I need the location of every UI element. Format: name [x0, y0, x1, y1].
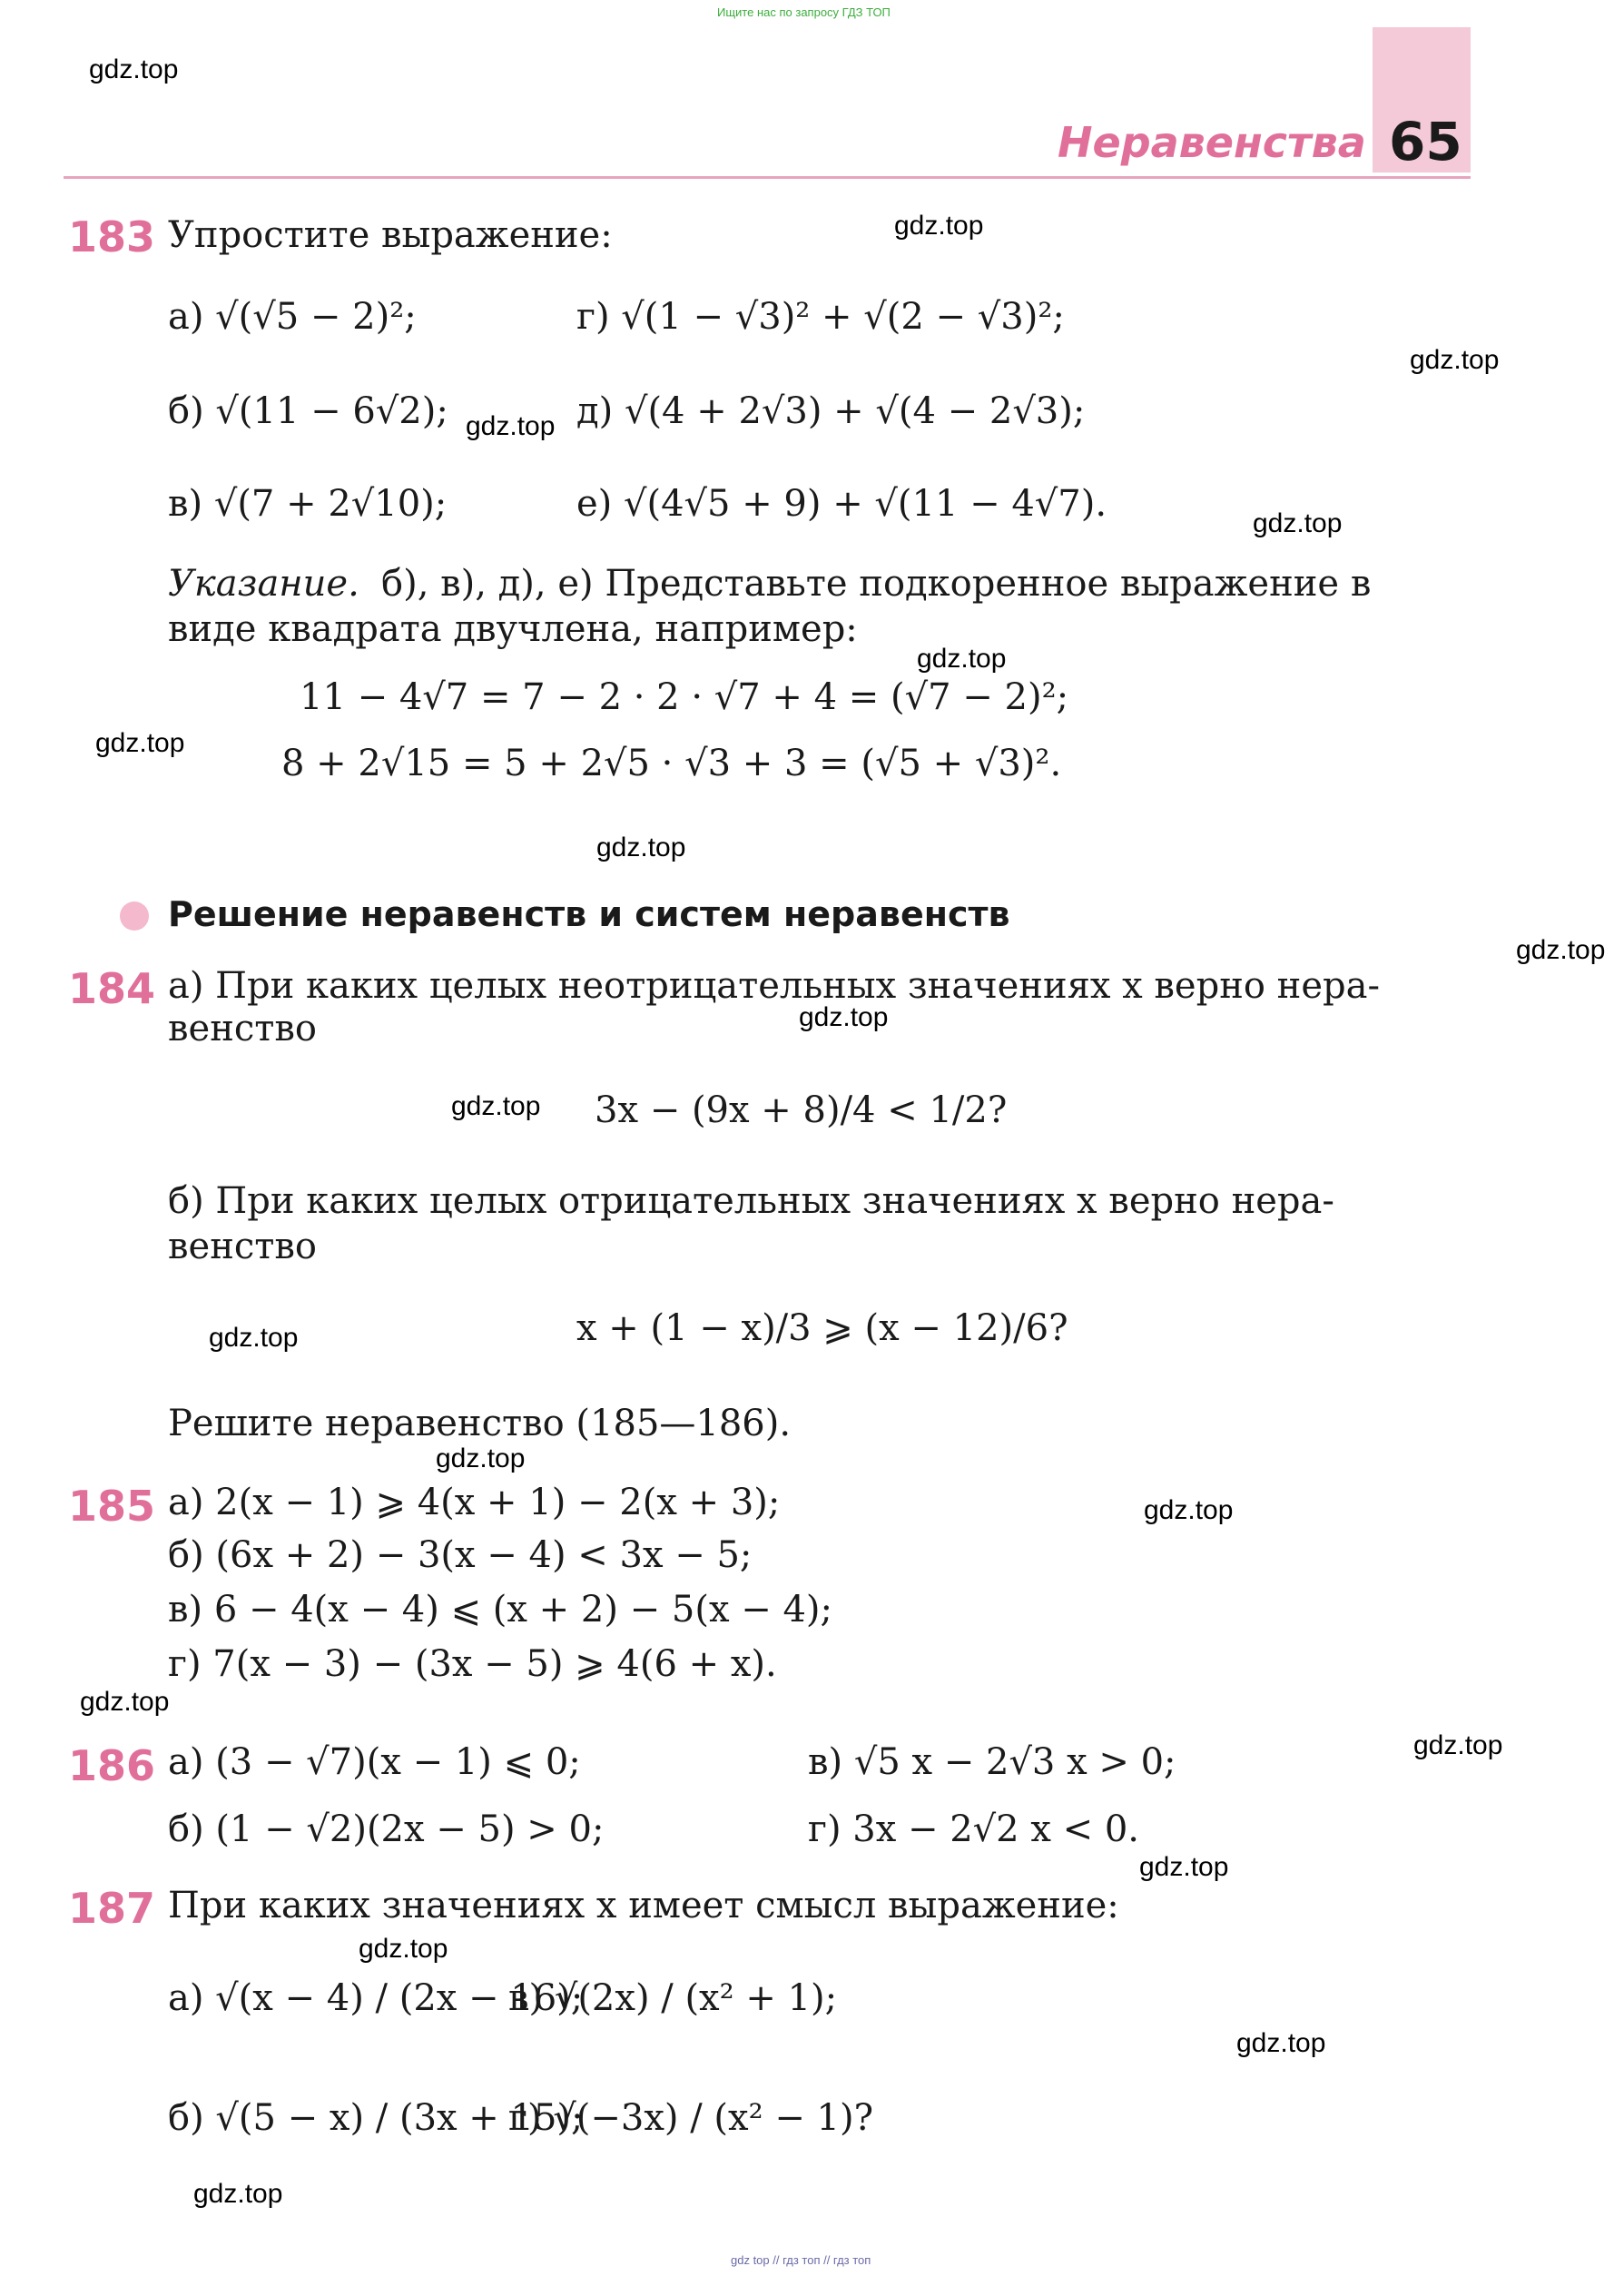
- exercise-187-item-a: а) √(x − 4) / (2x − 16);: [168, 1977, 584, 2019]
- exercise-183-item-b: б) √(11 − 6√2);: [168, 390, 448, 432]
- section-heading: Решение неравенств и систем неравенств: [168, 894, 1010, 934]
- exercise-185-item-g: г) 7(x − 3) − (3x − 5) ⩾ 4(6 + x).: [168, 1643, 777, 1685]
- page-number: 65: [1389, 111, 1462, 172]
- exercise-187-item-g: г) √(−3x) / (x² − 1)?: [508, 2097, 874, 2139]
- exercise-183-item-g: г) √(1 − √3)² + √(2 − √3)²;: [576, 296, 1065, 338]
- watermark: gdz.top: [596, 833, 686, 862]
- bottom-note: gdz top // гдз топ // гдз топ: [731, 2253, 871, 2267]
- exercise-187-prompt: При каких значениях x имеет смысл выражение:: [168, 1885, 1119, 1926]
- watermark: gdz.top: [466, 411, 556, 441]
- watermark: gdz.top: [1413, 1730, 1503, 1760]
- watermark: gdz.top: [894, 211, 984, 241]
- exercise-184-number: 184: [68, 964, 156, 1013]
- watermark: gdz.top: [359, 1934, 448, 1964]
- watermark: gdz.top: [1410, 345, 1500, 375]
- watermark: gdz.top: [799, 1002, 889, 1032]
- exercise-183-number: 183: [68, 212, 156, 261]
- exercise-184-part-b: б) При каких целых отрицательных значениях x верно нера-: [168, 1180, 1334, 1222]
- exercise-186-item-b: б) (1 − √2)(2x − 5) > 0;: [168, 1808, 605, 1850]
- exercise-183-example-1: 11 − 4√7 = 7 − 2 · 2 · √7 + 4 = (√7 − 2)²;: [300, 676, 1069, 718]
- exercise-187-item-b: б) √(5 − x) / (3x + 15);: [168, 2097, 584, 2139]
- watermark: gdz.top: [1236, 2028, 1326, 2058]
- exercise-183-hint-text2: виде квадрата двучлена, например:: [168, 608, 858, 650]
- exercise-183-prompt: Упростите выражение:: [168, 214, 613, 256]
- exercise-187-item-v: в) √(2x) / (x² + 1);: [508, 1977, 838, 2019]
- exercise-186-item-v: в) √5 x − 2√3 x > 0;: [808, 1741, 1176, 1783]
- exercise-186-item-g: г) 3x − 2√2 x < 0.: [808, 1808, 1139, 1850]
- exercise-186-item-a: а) (3 − √7)(x − 1) ⩽ 0;: [168, 1741, 581, 1783]
- section-title: Неравенства: [1058, 118, 1366, 167]
- exercise-185-item-a: а) 2(x − 1) ⩾ 4(x + 1) − 2(x + 3);: [168, 1482, 781, 1523]
- exercise-185-item-b: б) (6x + 2) − 3(x − 4) < 3x − 5;: [168, 1534, 753, 1576]
- watermark: gdz.top: [436, 1443, 526, 1473]
- watermark: gdz.top: [917, 644, 1007, 674]
- watermark: gdz.top: [1144, 1495, 1234, 1525]
- exercise-184-part-b2: венство: [168, 1226, 317, 1267]
- header-rule: [64, 176, 1471, 179]
- exercise-183-example-2: 8 + 2√15 = 5 + 2√5 · √3 + 3 = (√5 + √3)².: [281, 743, 1062, 784]
- watermark: gdz.top: [1253, 508, 1343, 538]
- watermark: gdz.top: [193, 2179, 283, 2209]
- watermark: gdz.top: [451, 1091, 541, 1121]
- watermark: gdz.top: [1139, 1852, 1229, 1882]
- exercise-184-part-a: а) При каких целых неотрицательных значениях x верно нера-: [168, 965, 1380, 1007]
- exercise-183-item-v: в) √(7 + 2√10);: [168, 483, 448, 525]
- watermark: gdz.top: [1516, 935, 1606, 965]
- exercise-186-number: 186: [68, 1741, 156, 1790]
- exercise-183-item-d: д) √(4 + 2√3) + √(4 − 2√3);: [576, 390, 1086, 432]
- exercise-183-item-e: е) √(4√5 + 9) + √(11 − 4√7).: [576, 483, 1107, 525]
- top-note: Ищите нас по запросу ГДЗ ТОП: [717, 5, 891, 19]
- watermark: gdz.top: [95, 728, 185, 758]
- watermark: gdz.top: [209, 1323, 299, 1353]
- exercise-185-number: 185: [68, 1482, 156, 1531]
- exercise-184-part-a2: венство: [168, 1008, 317, 1049]
- exercise-183-hint-text: б), в), д), е) Представьте подкоренное выражение в: [381, 563, 1372, 605]
- exercise-183-item-a: а) √(√5 − 2)²;: [168, 296, 417, 338]
- exercise-183-hint-label: Указание.: [168, 563, 359, 605]
- watermark: gdz.top: [89, 54, 179, 84]
- exercise-184-inequality-b: x + (1 − x)/3 ⩾ (x − 12)/6?: [576, 1307, 1068, 1349]
- exercise-184-inequality-a: 3x − (9x + 8)/4 < 1/2?: [595, 1089, 1008, 1131]
- watermark: gdz.top: [80, 1687, 170, 1717]
- section-bullet: [120, 902, 149, 931]
- solve-prompt: Решите неравенство (185—186).: [168, 1403, 792, 1444]
- exercise-187-number: 187: [68, 1884, 156, 1933]
- exercise-185-item-v: в) 6 − 4(x − 4) ⩽ (x + 2) − 5(x − 4);: [168, 1589, 832, 1631]
